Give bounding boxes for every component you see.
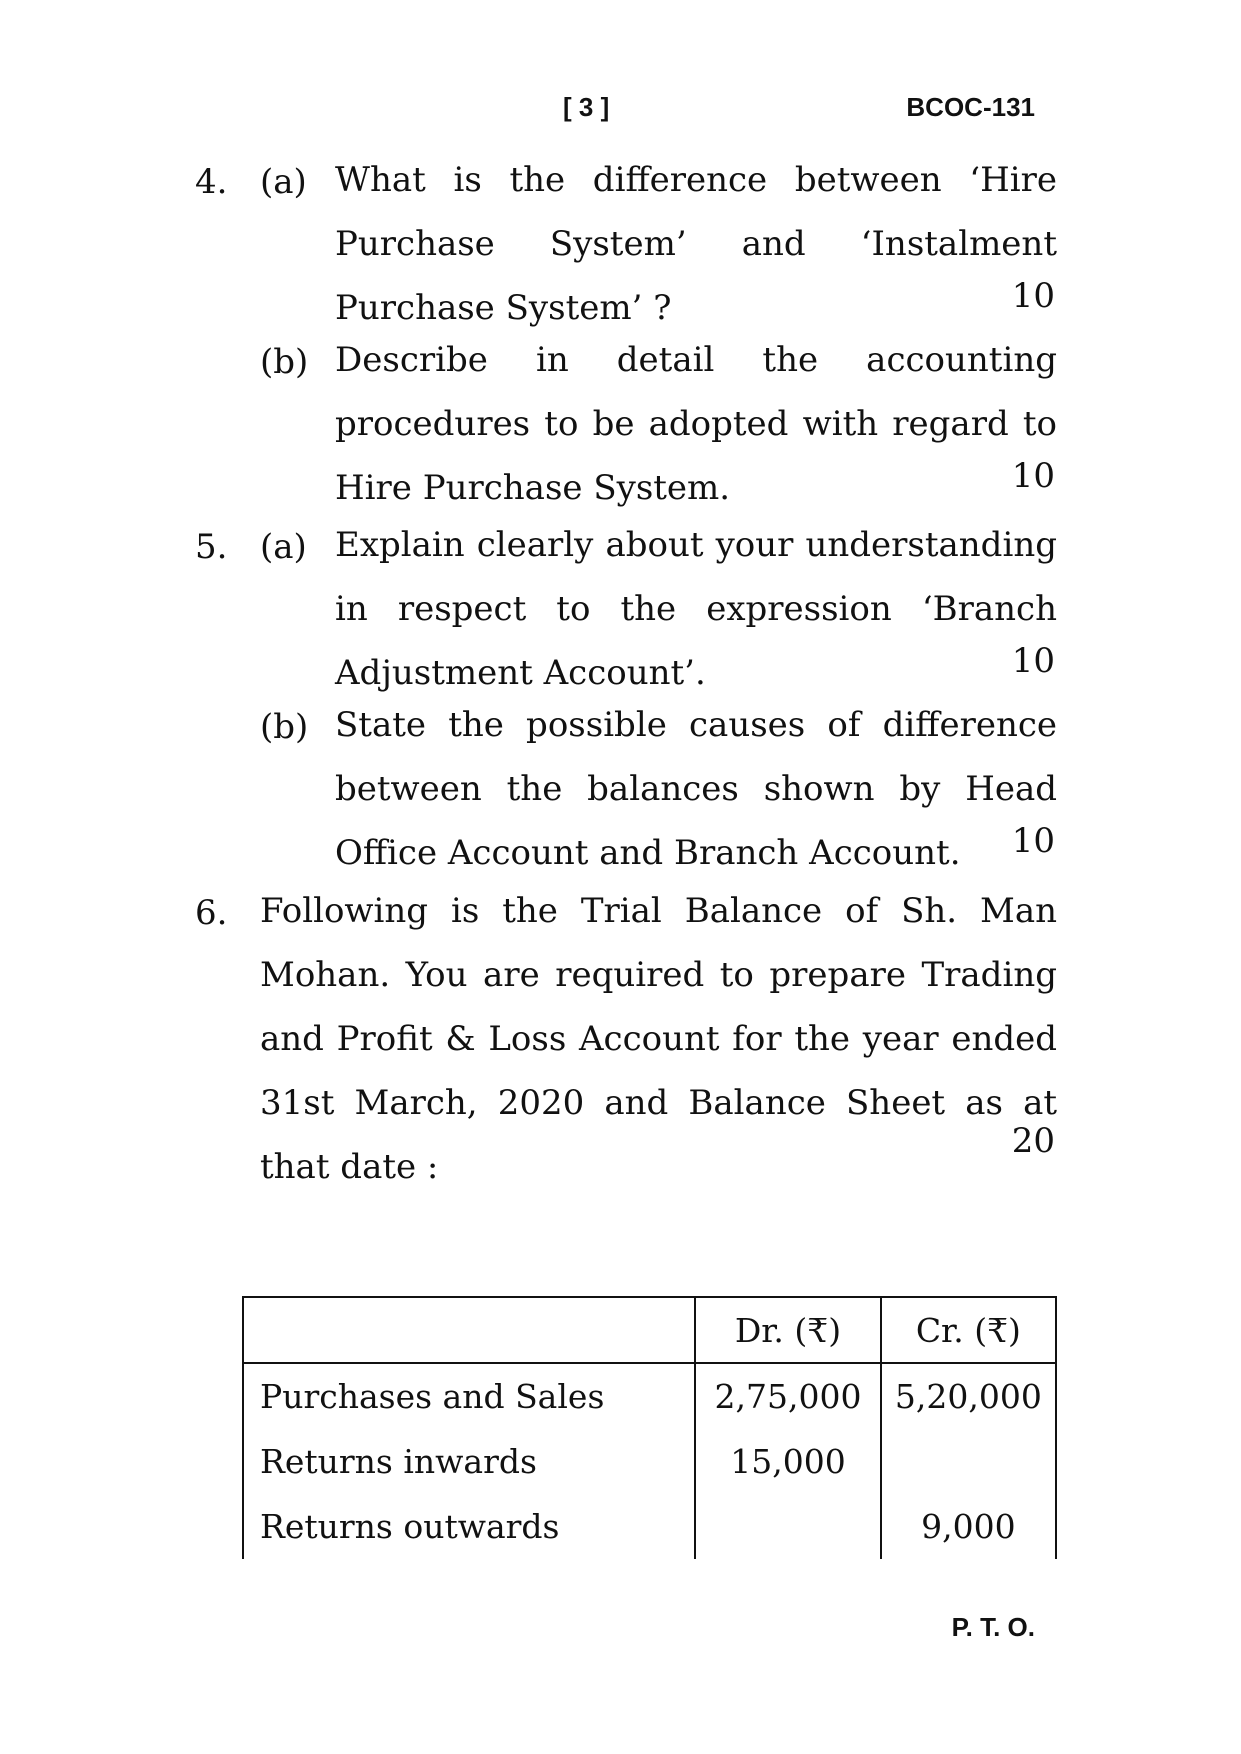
course-code: BCOC-131 [906,92,1035,122]
marks: 10 [1011,641,1055,681]
part-label: (b) [260,342,309,382]
marks: 10 [1011,276,1055,316]
question-text: State the possible causes of difference between the balances shown by Head Office Account and Branch Account. [335,705,1057,873]
page-number: [ 3 ] [563,92,610,122]
question-text: What is the difference between ‘Hire Purchase System’ and ‘Instalment Purchase System’ ? [335,160,1057,328]
debit-cell: 15,000 [695,1429,881,1494]
credit-cell: 9,000 [881,1494,1056,1559]
debit-cell [695,1494,881,1559]
marks: 10 [1011,821,1055,861]
trial-balance-table [242,1298,1057,1559]
table-row [243,1363,1056,1429]
question-text: Describe in detail the accounting procedures to be adopted with regard to Hire Purchase System. [335,340,1057,508]
particular-cell: Returns outwards [243,1494,695,1559]
particular-cell: Purchases and Sales [243,1363,695,1429]
question-text: Explain clearly about your understanding in respect to the expression ‘Branch Adjustment Account’. [335,525,1057,693]
part-label: (a) [260,162,307,202]
table-row [243,1429,1056,1494]
table-row [243,1494,1056,1559]
table-header-row [243,1298,1056,1363]
part-label: (a) [260,527,307,567]
header-debit: Dr. (₹) [695,1298,881,1363]
question-number: 6. [195,893,228,933]
marks: 10 [1011,456,1055,496]
pto-label: P. T. O. [951,1612,1035,1642]
marks: 20 [1011,1121,1055,1161]
part-label: (b) [260,707,309,747]
credit-cell [881,1429,1056,1494]
credit-cell: 5,20,000 [881,1363,1056,1429]
question-number: 4. [195,162,228,202]
debit-cell: 2,75,000 [695,1363,881,1429]
particular-cell: Returns inwards [243,1429,695,1494]
header-particulars [243,1298,695,1363]
question-number: 5. [195,527,228,567]
header-credit: Cr. (₹) [881,1298,1056,1363]
question-text: Following is the Trial Balance of Sh. Man Mohan. You are required to prepare Trading and Profit & Loss Account for the year ended 31st March, 2020 and Balance Sheet as at that date : [260,891,1057,1187]
